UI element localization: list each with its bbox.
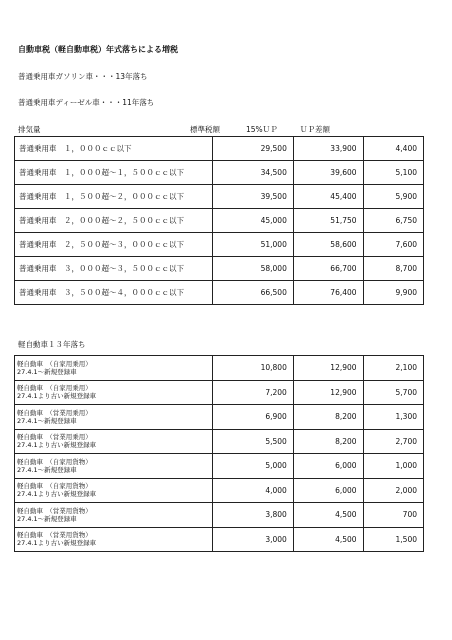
vehicle-class-cell: 普通乗用車 ３，０００超～３，５００ｃｃ以下 <box>15 257 213 281</box>
increased-tax-cell: 8,200 <box>293 405 363 430</box>
standard-tax-cell: 3,800 <box>212 503 293 528</box>
regular-car-tax-table <box>14 136 424 305</box>
vehicle-category: 軽自動車 （自家用乗用） <box>17 359 92 368</box>
increased-tax-cell: 6,000 <box>293 478 363 503</box>
header-displacement: 排気量 <box>18 125 41 134</box>
kei-vehicle-class-cell <box>15 380 213 405</box>
table-row <box>15 478 424 503</box>
increased-tax-cell: 58,600 <box>293 233 363 257</box>
difference-cell: 9,900 <box>363 281 423 305</box>
vehicle-class-cell: 普通乗用車 ３，５００超～４，０００ｃｃ以下 <box>15 281 213 305</box>
difference-cell: 1,000 <box>363 454 423 479</box>
difference-cell: 6,750 <box>363 209 423 233</box>
increased-tax-cell: 12,900 <box>293 356 363 381</box>
table-row <box>15 209 424 233</box>
vehicle-class-cell: 普通乗用車 ２，５００超～３，０００ｃｃ以下 <box>15 233 213 257</box>
increased-tax-cell: 45,400 <box>293 185 363 209</box>
kei-vehicle-class-cell <box>15 405 213 430</box>
standard-tax-cell: 66,500 <box>212 281 293 305</box>
difference-cell: 1,500 <box>363 527 423 552</box>
kei-vehicle-class-cell <box>15 356 213 381</box>
kei-car-tax-table <box>14 355 424 552</box>
increased-tax-cell: 4,500 <box>293 527 363 552</box>
increased-tax-cell: 76,400 <box>293 281 363 305</box>
standard-tax-cell: 51,000 <box>212 233 293 257</box>
standard-tax-cell: 5,500 <box>212 429 293 454</box>
standard-tax-cell: 10,800 <box>212 356 293 381</box>
kei-vehicle-class-cell <box>15 503 213 528</box>
table-row <box>15 405 424 430</box>
kei-vehicle-class-cell <box>15 429 213 454</box>
difference-cell: 1,300 <box>363 405 423 430</box>
vehicle-class-cell: 普通乗用車 １，０００ｃｃ以下 <box>15 137 213 161</box>
table-row <box>15 454 424 479</box>
gasoline-note: 普通乗用車ガソリン車・・・13年落ち <box>18 72 148 81</box>
increased-tax-cell: 6,000 <box>293 454 363 479</box>
vehicle-category: 軽自動車 （営業用乗用） <box>17 433 92 442</box>
standard-tax-cell: 5,000 <box>212 454 293 479</box>
table-row <box>15 281 424 305</box>
increased-tax-cell: 4,500 <box>293 503 363 528</box>
standard-tax-cell: 29,500 <box>212 137 293 161</box>
vehicle-category: 軽自動車 （営業用乗用） <box>17 408 92 417</box>
header-up-diff: ＵＰ差額 <box>300 125 330 134</box>
difference-cell: 5,100 <box>363 161 423 185</box>
difference-cell: 5,700 <box>363 380 423 405</box>
standard-tax-cell: 4,000 <box>212 478 293 503</box>
registration-period: 27.4.1～新規登録車 <box>17 367 77 376</box>
difference-cell: 2,000 <box>363 478 423 503</box>
table-row <box>15 356 424 381</box>
difference-cell: 8,700 <box>363 257 423 281</box>
increased-tax-cell: 12,900 <box>293 380 363 405</box>
diesel-note: 普通乗用車ディーゼル車・・・11年落ち <box>18 98 155 107</box>
increased-tax-cell: 33,900 <box>293 137 363 161</box>
standard-tax-cell: 45,000 <box>212 209 293 233</box>
registration-period: 27.4.1より古い新規登録車 <box>17 490 97 499</box>
increased-tax-cell: 51,750 <box>293 209 363 233</box>
kei-car-section-title: 軽自動車１３年落ち <box>18 340 86 349</box>
registration-period: 27.4.1より古い新規登録車 <box>17 539 97 548</box>
increased-tax-cell: 66,700 <box>293 257 363 281</box>
registration-period: 27.4.1～新規登録車 <box>17 465 77 474</box>
registration-period: 27.4.1～新規登録車 <box>17 416 77 425</box>
standard-tax-cell: 6,900 <box>212 405 293 430</box>
standard-tax-cell: 58,000 <box>212 257 293 281</box>
increased-tax-cell: 8,200 <box>293 429 363 454</box>
document-title: 自動車税（軽自動車税）年式落ちによる増税 <box>18 45 178 54</box>
standard-tax-cell: 34,500 <box>212 161 293 185</box>
standard-tax-cell: 7,200 <box>212 380 293 405</box>
vehicle-category: 軽自動車 （営業用貨物） <box>17 506 92 515</box>
registration-period: 27.4.1より古い新規登録車 <box>17 392 97 401</box>
difference-cell: 2,700 <box>363 429 423 454</box>
header-15pct-up: 15%ＵＰ <box>246 125 278 134</box>
registration-period: 27.4.1より古い新規登録車 <box>17 441 97 450</box>
vehicle-class-cell: 普通乗用車 １，０００超～１，５００ｃｃ以下 <box>15 161 213 185</box>
table-row <box>15 161 424 185</box>
difference-cell: 7,600 <box>363 233 423 257</box>
table-row <box>15 185 424 209</box>
table-row <box>15 429 424 454</box>
vehicle-category: 軽自動車 （自家用貨物） <box>17 482 92 491</box>
increased-tax-cell: 39,600 <box>293 161 363 185</box>
table-row <box>15 503 424 528</box>
standard-tax-cell: 39,500 <box>212 185 293 209</box>
kei-vehicle-class-cell <box>15 454 213 479</box>
table-row <box>15 380 424 405</box>
vehicle-class-cell: 普通乗用車 ２，０００超～２，５００ｃｃ以下 <box>15 209 213 233</box>
table-row <box>15 233 424 257</box>
vehicle-class-cell: 普通乗用車 １，５００超～２，０００ｃｃ以下 <box>15 185 213 209</box>
difference-cell: 5,900 <box>363 185 423 209</box>
table-row <box>15 257 424 281</box>
table-row <box>15 527 424 552</box>
vehicle-category: 軽自動車 （自家用乗用） <box>17 384 92 393</box>
difference-cell: 700 <box>363 503 423 528</box>
difference-cell: 2,100 <box>363 356 423 381</box>
vehicle-category: 軽自動車 （自家用貨物） <box>17 457 92 466</box>
standard-tax-cell: 3,000 <box>212 527 293 552</box>
vehicle-category: 軽自動車 （営業用貨物） <box>17 531 92 540</box>
table-row <box>15 137 424 161</box>
kei-vehicle-class-cell <box>15 527 213 552</box>
header-standard-tax: 標準税額 <box>190 125 220 134</box>
difference-cell: 4,400 <box>363 137 423 161</box>
kei-vehicle-class-cell <box>15 478 213 503</box>
registration-period: 27.4.1～新規登録車 <box>17 514 77 523</box>
